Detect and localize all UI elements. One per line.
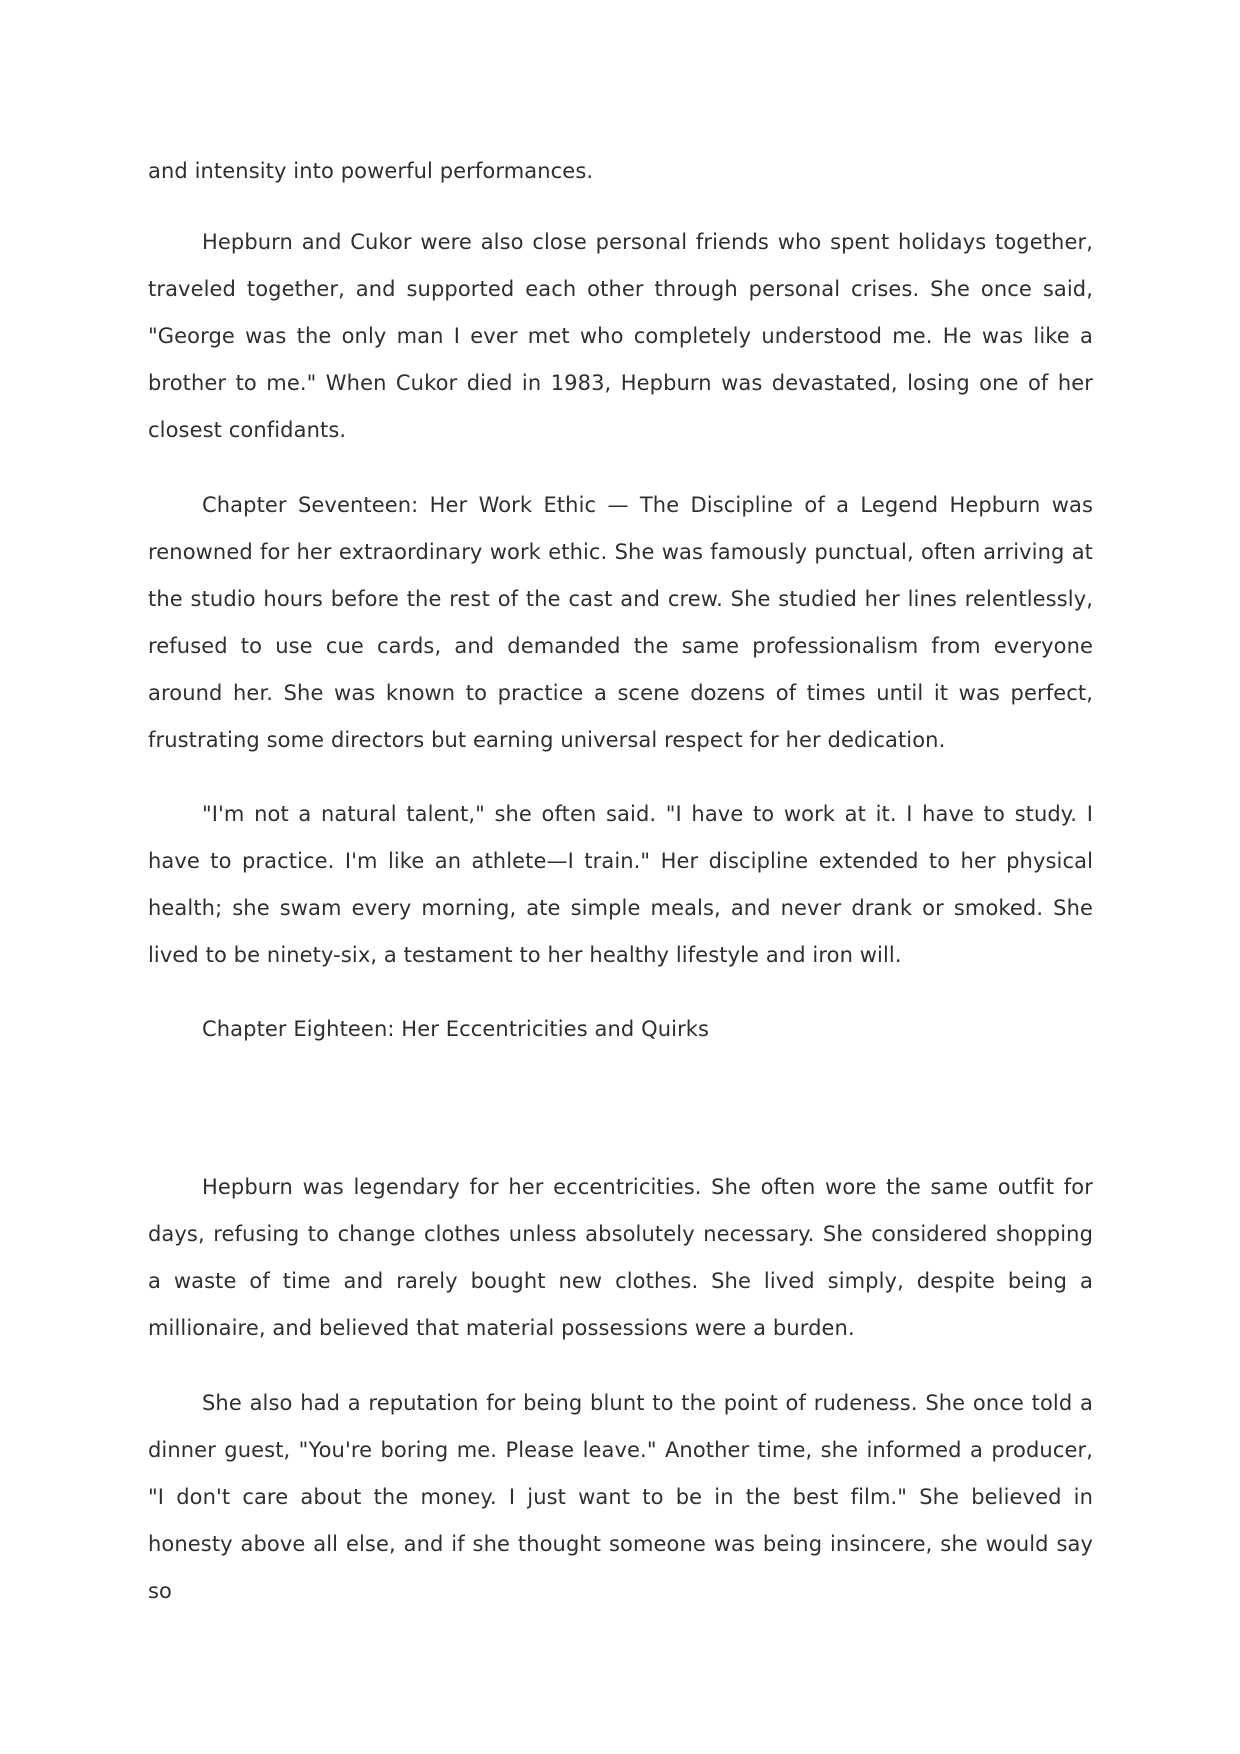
paragraph-natural-talent-quote: "I'm not a natural talent," she often said. "I have to work at it. I have to study. I have to practice. I'm like an athlete—I train." Her discipline extended to her physical health; she swam every morning, ate simple meals, and never drank or smoked. She lived to be ninety-six, a testament to her healthy lifestyle and iron will. bbox=[148, 802, 1093, 967]
paragraph-chapter-seventeen: Chapter Seventeen: Her Work Ethic — The Discipline of a Legend Hepburn was renowned for her extraordinary work ethic. She was famously punctual, often arriving at the studio hours before the rest of the cast and crew. She studied her lines relentlessly, refused to use cue cards, and demanded the same professionalism from everyone around her. She was known to practice a scene dozens of times until it was perfect, frustrating some directors but earning universal respect for her dedication. bbox=[148, 493, 1093, 752]
paragraph-eccentricities: Hepburn was legendary for her eccentricities. She often wore the same outfit for days, refusing to change clothes unless absolutely necessary. She considered shopping a waste of time and rarely bought new clothes. She lived simply, despite being a millionaire, and believed that material possessions were a burden. bbox=[148, 1175, 1093, 1340]
paragraph-continuation: and intensity into powerful performances. bbox=[148, 159, 594, 183]
paragraph-hepburn-cukor-friendship: Hepburn and Cukor were also close personal friends who spent holidays together, traveled together, and supported each other through personal crises. She once said, "George was the only man I ever met who completely understood me. He was like a brother to me." When Cukor died in 1983, Hepburn was devastated, losing one of her closest confidants. bbox=[148, 230, 1093, 442]
chapter-eighteen-heading: Chapter Eighteen: Her Eccentricities and Quirks bbox=[202, 1017, 710, 1041]
paragraph-bluntness: She also had a reputation for being blunt to the point of rudeness. She once told a dinner guest, "You're boring me. Please leave." Another time, she informed a producer, "I don't care about the money. I just want to be in the best film." She believed in honesty above all else, and if she thought someone was being insincere, she would say so bbox=[148, 1391, 1093, 1603]
